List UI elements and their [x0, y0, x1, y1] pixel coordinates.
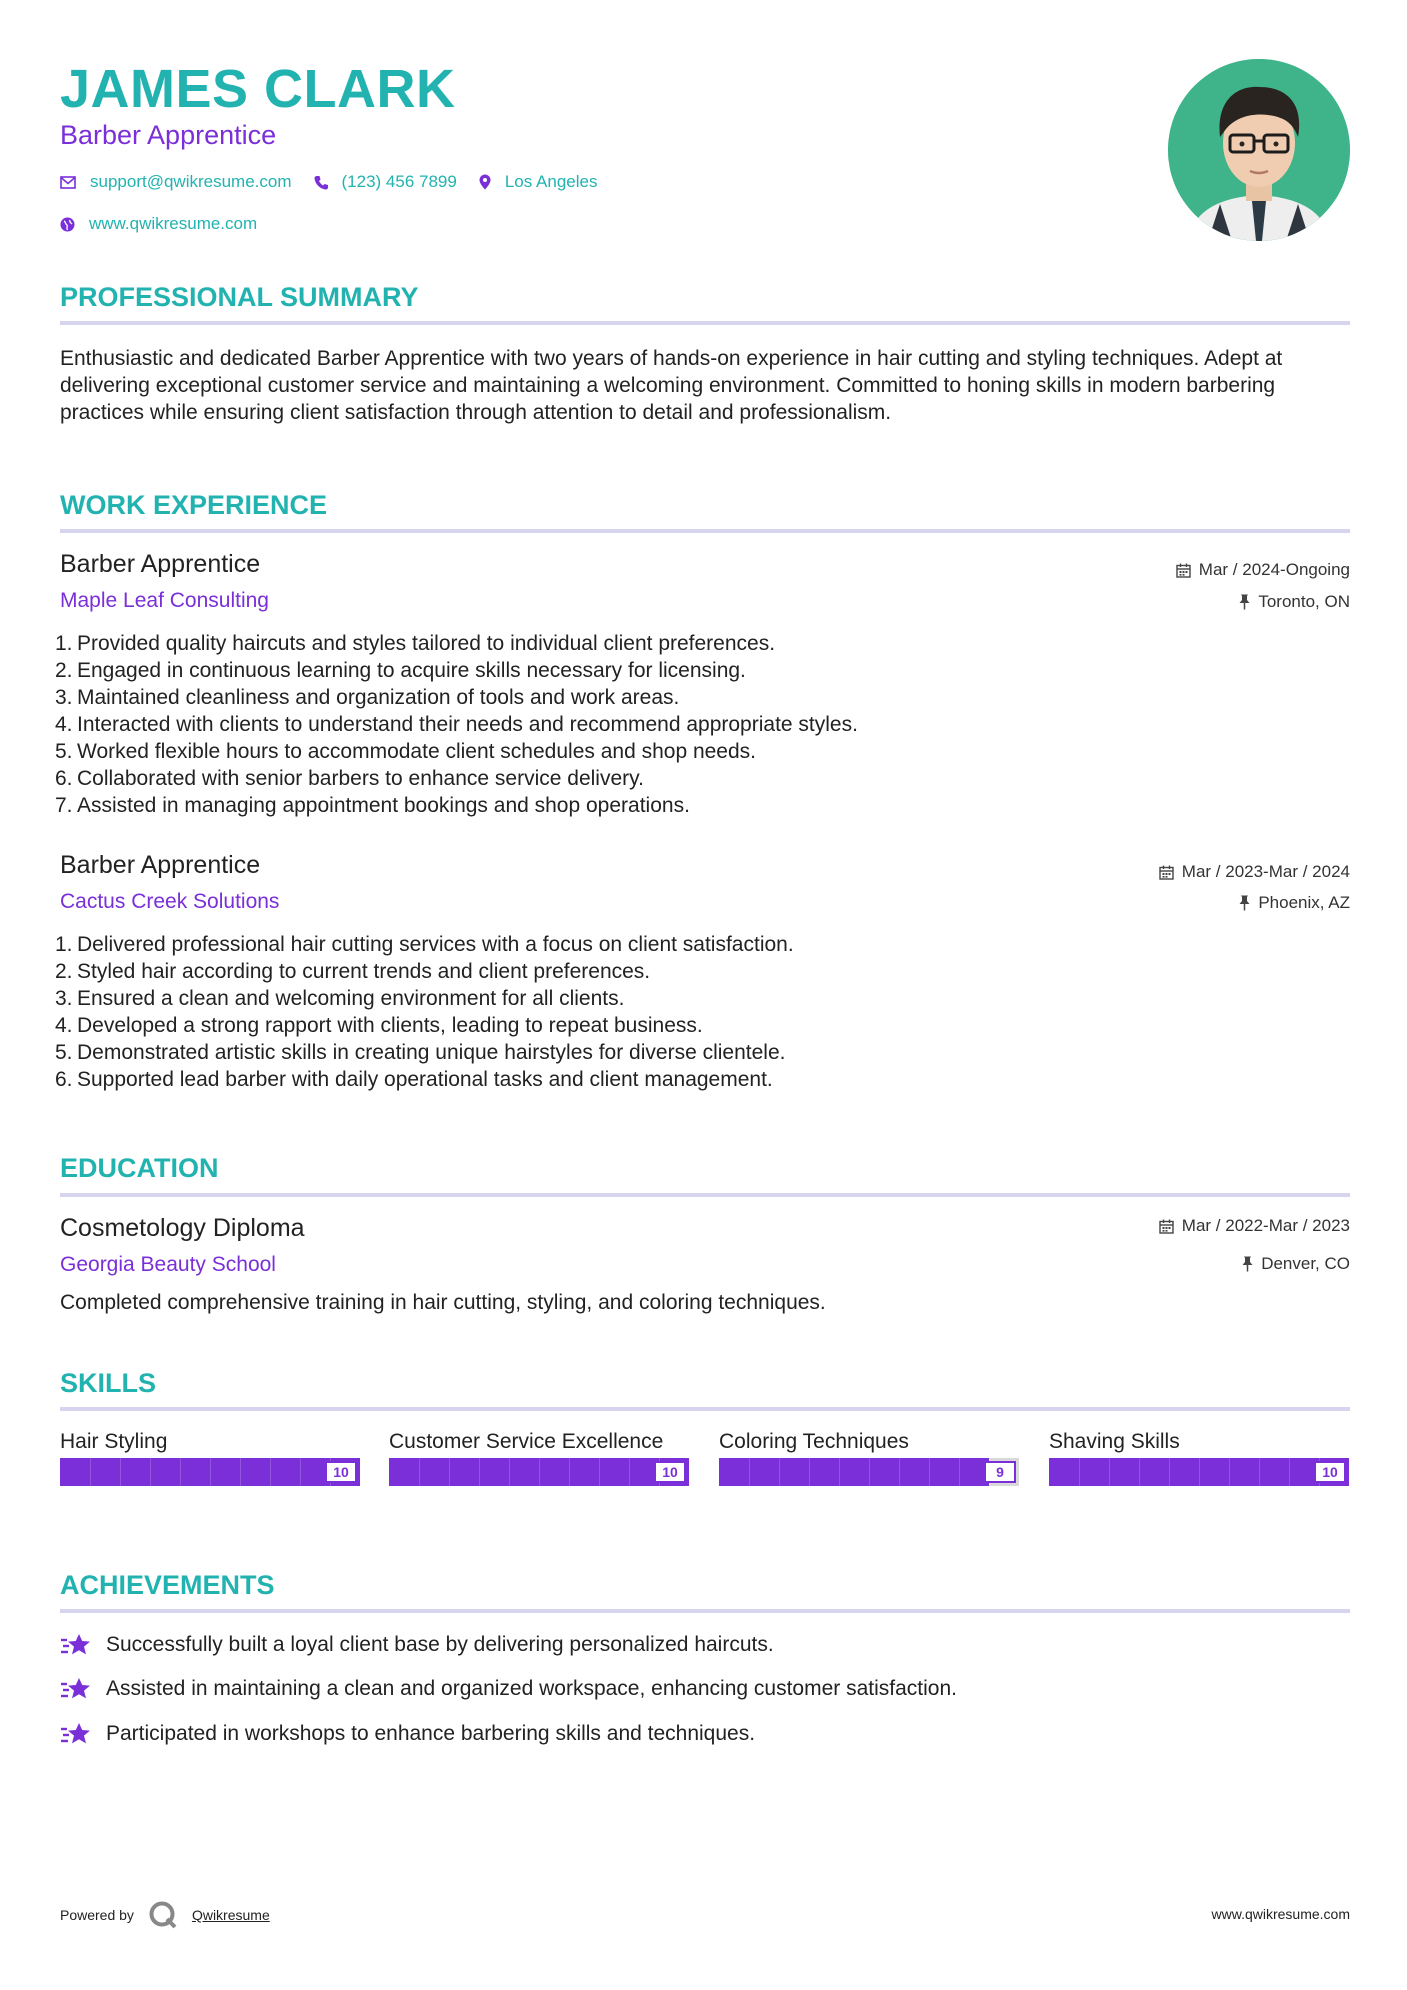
skill-bar	[389, 1458, 689, 1486]
email-text: support@qwikresume.com	[90, 172, 292, 191]
list-item: 3. Ensured a clean and welcoming environment for all clients.	[55, 987, 625, 1010]
shooting-star-icon	[60, 1632, 92, 1658]
contact-row-primary	[60, 172, 619, 192]
education-divider	[60, 1193, 1350, 1197]
achievement-text: Participated in workshops to enhance barbering skills and techniques.	[106, 1722, 756, 1745]
experience-divider	[60, 529, 1350, 533]
job-location	[1239, 592, 1350, 612]
skill-bar-segment	[1139, 1458, 1140, 1486]
summary-divider	[60, 321, 1350, 325]
skill-bar-segment	[509, 1458, 510, 1486]
skill-bar	[1049, 1458, 1349, 1486]
job-dates	[1159, 862, 1350, 882]
skill-bar-segment	[839, 1458, 840, 1486]
job-bullets	[55, 630, 858, 819]
calendar-icon	[1176, 563, 1191, 578]
skill-bar-segment	[749, 1458, 750, 1486]
website-text: www.qwikresume.com	[89, 214, 258, 233]
skill-level: 9	[984, 1461, 1016, 1483]
skill-bar-segment	[1169, 1458, 1170, 1486]
list-item: 3. Maintained cleanliness and organization of tools and work areas.	[55, 686, 680, 709]
job-title: Barber Apprentice	[60, 851, 261, 879]
skill-bar-segment	[1109, 1458, 1110, 1486]
footer-powered-by	[60, 1900, 270, 1930]
list-item: 4. Developed a strong rapport with clients, leading to repeat business.	[55, 1014, 703, 1037]
job-title: Barber Apprentice	[60, 550, 261, 578]
job-dates-text: Mar / 2023-Mar / 2024	[1181, 862, 1350, 881]
pushpin-icon	[1239, 594, 1250, 610]
location-text: Los Angeles	[504, 172, 598, 191]
skill-bar-segment	[629, 1458, 630, 1486]
achievement-item	[60, 1632, 774, 1658]
skill-bar-segment	[449, 1458, 450, 1486]
shooting-star-icon	[60, 1676, 92, 1702]
skill-bar-fill	[719, 1458, 989, 1486]
skill-bar	[719, 1458, 1019, 1486]
skill-bar-segment	[479, 1458, 480, 1486]
contact-row-secondary	[60, 214, 279, 234]
contact-location	[479, 172, 598, 192]
education-dates	[1159, 1216, 1350, 1236]
skill-item	[719, 1428, 1019, 1486]
achievement-item	[60, 1676, 957, 1702]
list-item: 4. Interacted with clients to understand their needs and recommend appropriate styles.	[55, 713, 858, 736]
achievement-item	[60, 1721, 755, 1747]
globe-icon	[60, 217, 75, 232]
pushpin-icon	[1239, 895, 1250, 911]
skill-bar-segment	[1259, 1458, 1260, 1486]
contact-email[interactable]	[60, 172, 292, 192]
skill-name: Shaving Skills	[1049, 1430, 1180, 1453]
skill-bar-segment	[90, 1458, 91, 1486]
skill-bar-segment	[929, 1458, 930, 1486]
job-location-text: Phoenix, AZ	[1258, 893, 1350, 912]
list-item: 1. Provided quality haircuts and styles tailored to individual client preferences.	[55, 632, 776, 655]
skill-bar-segment	[959, 1458, 960, 1486]
candidate-title: Barber Apprentice	[60, 120, 277, 150]
map-pin-icon	[479, 174, 491, 190]
skill-bar-segment	[270, 1458, 271, 1486]
list-item: 1. Delivered professional hair cutting services with a focus on client satisfaction.	[55, 933, 794, 956]
skill-bar-segment	[120, 1458, 121, 1486]
phone-text: (123) 456 7899	[341, 172, 457, 191]
qwikresume-link[interactable]: Qwikresume	[191, 1907, 270, 1923]
list-item: 2. Styled hair according to current trends and client preferences.	[55, 960, 651, 983]
candidate-name: JAMES CLARK	[60, 59, 456, 119]
achievements-heading: ACHIEVEMENTS	[60, 1570, 275, 1600]
list-item: 6. Supported lead barber with daily operational tasks and client management.	[55, 1068, 773, 1091]
summary-text: Enthusiastic and dedicated Barber Apprentice with two years of hands-on experience in hair cutting and styling techniques. Adept at delivering exceptional customer service and maintaining a welcoming environment. Committed to honing skills in modern barbering practices while ensuring client satisfaction through attention to detail and professionalism.	[60, 347, 1283, 424]
summary-heading: PROFESSIONAL SUMMARY	[60, 282, 419, 312]
education-location-text: Denver, CO	[1261, 1254, 1350, 1273]
contact-website[interactable]	[60, 214, 257, 234]
job-dates	[1176, 560, 1350, 580]
skill-bar	[60, 1458, 360, 1486]
skill-level: 10	[325, 1461, 357, 1483]
skill-name: Coloring Techniques	[719, 1430, 909, 1453]
skill-name: Hair Styling	[60, 1430, 168, 1453]
skill-bar-segment	[899, 1458, 900, 1486]
qwikresume-logo-icon	[148, 1900, 178, 1930]
skill-item	[60, 1428, 360, 1486]
skill-bar-segment	[569, 1458, 570, 1486]
skill-level: 10	[654, 1461, 686, 1483]
skill-bar-segment	[300, 1458, 301, 1486]
job-location	[1239, 893, 1350, 913]
skill-bar-segment	[1199, 1458, 1200, 1486]
education-description: Completed comprehensive training in hair cutting, styling, and coloring techniques.	[60, 1291, 826, 1314]
list-item: 6. Collaborated with senior barbers to enhance service delivery.	[55, 767, 644, 790]
skill-item	[389, 1428, 689, 1486]
list-item: 2. Engaged in continuous learning to acquire skills necessary for licensing.	[55, 659, 746, 682]
pushpin-icon	[1242, 1256, 1253, 1272]
list-item: 5. Worked flexible hours to accommodate client schedules and shop needs.	[55, 740, 757, 763]
skill-bar-segment	[779, 1458, 780, 1486]
job-bullets	[55, 931, 794, 1093]
skills-heading: SKILLS	[60, 1368, 157, 1398]
achievements-divider	[60, 1609, 1350, 1613]
achievement-text: Assisted in maintaining a clean and organized workspace, enhancing customer satisfaction.	[106, 1677, 957, 1700]
job-company: Maple Leaf Consulting	[60, 589, 269, 612]
phone-icon	[314, 175, 328, 190]
skill-bar-segment	[599, 1458, 600, 1486]
shooting-star-icon	[60, 1721, 92, 1747]
skill-bar-segment	[539, 1458, 540, 1486]
skills-divider	[60, 1407, 1350, 1411]
calendar-icon	[1159, 865, 1174, 880]
contact-phone[interactable]	[314, 172, 457, 192]
education-heading: EDUCATION	[60, 1153, 219, 1183]
skill-item	[1049, 1428, 1349, 1486]
avatar-illustration	[1168, 59, 1350, 241]
skill-bar-segment	[869, 1458, 870, 1486]
skill-level: 10	[1314, 1461, 1346, 1483]
degree-title: Cosmetology Diploma	[60, 1214, 305, 1242]
list-item: 5. Demonstrated artistic skills in creating unique hairstyles for diverse clientele.	[55, 1041, 786, 1064]
school-name: Georgia Beauty School	[60, 1253, 276, 1276]
skill-bar-segment	[180, 1458, 181, 1486]
powered-by-label: Powered by	[60, 1907, 134, 1923]
skill-bar-segment	[210, 1458, 211, 1486]
education-location	[1242, 1254, 1350, 1274]
job-location-text: Toronto, ON	[1258, 592, 1350, 611]
skill-bar-segment	[809, 1458, 810, 1486]
skill-bar-segment	[1079, 1458, 1080, 1486]
job-company: Cactus Creek Solutions	[60, 890, 280, 913]
envelope-icon	[60, 176, 76, 189]
footer-website[interactable]: www.qwikresume.com	[1211, 1906, 1350, 1922]
list-item: 7. Assisted in managing appointment bookings and shop operations.	[55, 794, 690, 817]
skill-name: Customer Service Excellence	[389, 1430, 664, 1453]
skill-bar-segment	[240, 1458, 241, 1486]
job-dates-text: Mar / 2024-Ongoing	[1198, 560, 1350, 579]
experience-heading: WORK EXPERIENCE	[60, 490, 328, 520]
education-dates-text: Mar / 2022-Mar / 2023	[1181, 1216, 1350, 1235]
profile-photo	[1168, 59, 1350, 241]
skill-bar-segment	[1229, 1458, 1230, 1486]
skill-bar-segment	[150, 1458, 151, 1486]
achievement-text: Successfully built a loyal client base by delivering personalized haircuts.	[106, 1633, 774, 1656]
skill-bar-segment	[419, 1458, 420, 1486]
calendar-icon	[1159, 1219, 1174, 1234]
skill-bar-segment	[1289, 1458, 1290, 1486]
